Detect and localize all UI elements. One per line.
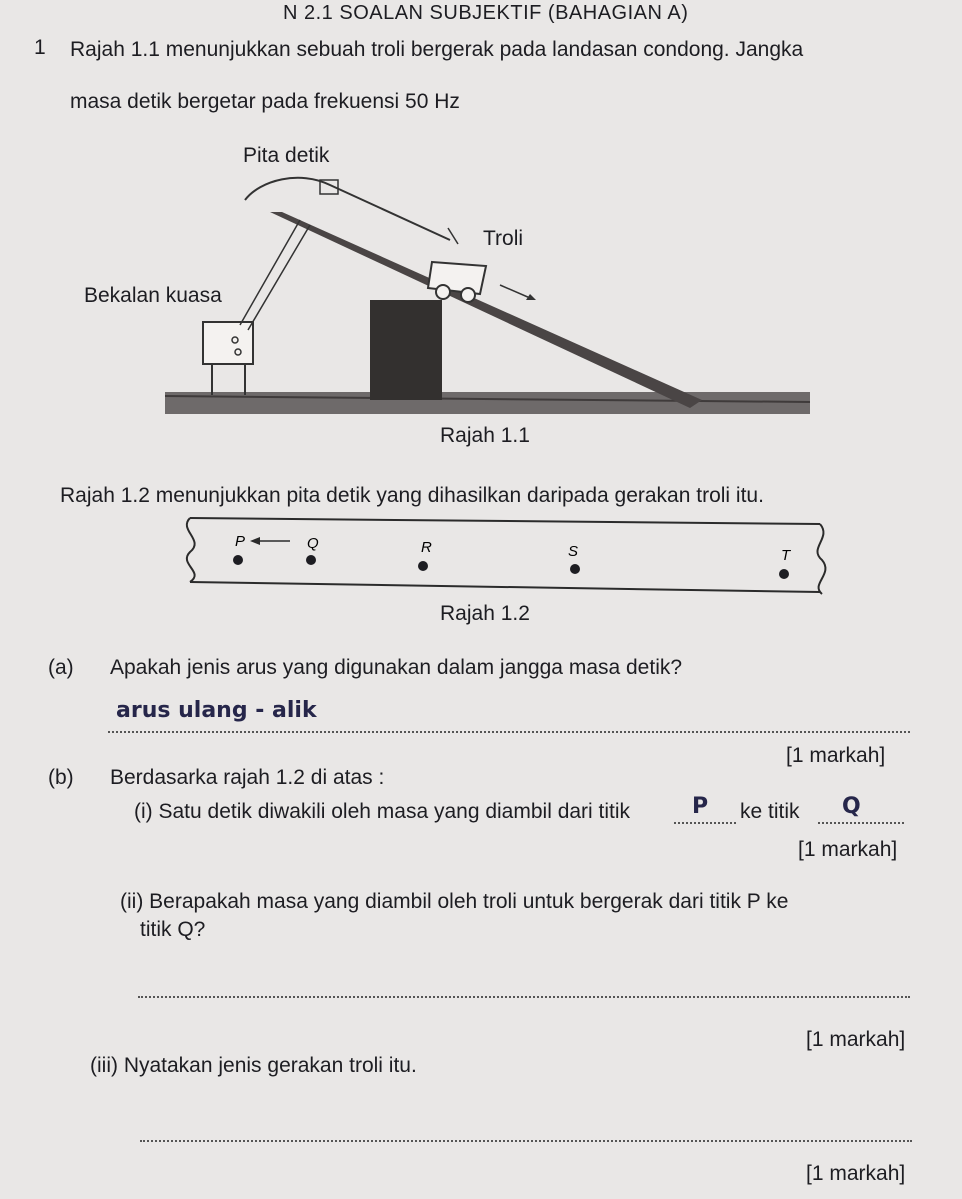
part-b-i-text: (i) Satu detik diwakili oleh masa yang diambil dari titik — [134, 800, 631, 823]
ticker-timer — [203, 322, 253, 364]
label-power: Bekalan kuasa — [84, 284, 222, 307]
part-a-marks: [1 markah] — [786, 744, 886, 767]
part-b-i-blank-2 — [818, 822, 904, 824]
point-label-s: S — [568, 543, 579, 560]
dot-q — [306, 555, 316, 565]
part-b-i-answer-1[interactable]: P — [692, 794, 709, 819]
part-b-ii-line-2: titik Q? — [140, 918, 206, 941]
label-trolley: Troli — [483, 227, 524, 250]
base-track — [165, 392, 810, 414]
figure-2-intro: Rajah 1.2 menunjukkan pita detik yang dihasilkan daripada gerakan troli itu. — [60, 484, 764, 507]
part-a-answer[interactable]: arus ulang - alik — [116, 698, 317, 723]
part-b-intro: Berdasarka rajah 1.2 di atas : — [110, 766, 385, 789]
part-b-iii-answer-line[interactable] — [140, 1140, 912, 1142]
part-b-i-blank-1 — [674, 822, 736, 824]
part-b-ii-answer-line[interactable] — [138, 996, 910, 998]
point-label-q: Q — [307, 535, 319, 552]
part-b-i-middle: ke titik — [740, 800, 800, 823]
intro-line-1: Rajah 1.1 menunjukkan sebuah troli bergerak pada landasan condong. Jangka — [70, 38, 804, 61]
label-tape: Pita detik — [243, 144, 330, 167]
section-header: N 2.1 SOALAN SUBJEKTIF (BAHAGIAN A) — [283, 2, 689, 24]
part-b-i-answer-2[interactable]: Q — [842, 794, 861, 819]
part-b-label: (b) — [48, 766, 74, 789]
part-a-label: (a) — [48, 656, 74, 679]
support-block — [370, 300, 442, 400]
part-b-ii-marks: [1 markah] — [806, 1028, 906, 1051]
dot-p — [233, 555, 243, 565]
dot-r — [418, 561, 428, 571]
part-b-ii-line-1: (ii) Berapakah masa yang diambil oleh troli untuk bergerak dari titik P ke — [120, 890, 789, 913]
point-label-r: R — [421, 539, 432, 556]
caption-1-2: Rajah 1.2 — [440, 602, 530, 625]
dot-s — [570, 564, 580, 574]
part-b-iii-marks: [1 markah] — [806, 1162, 906, 1185]
ticker-tape — [245, 178, 450, 240]
figure-1-1 — [0, 0, 962, 460]
caption-1-1: Rajah 1.1 — [440, 424, 530, 447]
question-number: 1 — [34, 36, 46, 59]
tape-dots — [233, 555, 789, 579]
intro-line-2: masa detik bergetar pada frekuensi 50 Hz — [70, 90, 460, 113]
part-b-iii-text: (iii) Nyatakan jenis gerakan troli itu. — [90, 1054, 417, 1077]
part-a-question: Apakah jenis arus yang digunakan dalam jangga masa detik? — [110, 656, 683, 679]
part-b-i-marks: [1 markah] — [798, 838, 898, 861]
point-label-t: T — [781, 547, 791, 564]
part-a-answer-line — [108, 731, 910, 733]
dot-t — [779, 569, 789, 579]
point-label-p: P — [235, 533, 246, 550]
